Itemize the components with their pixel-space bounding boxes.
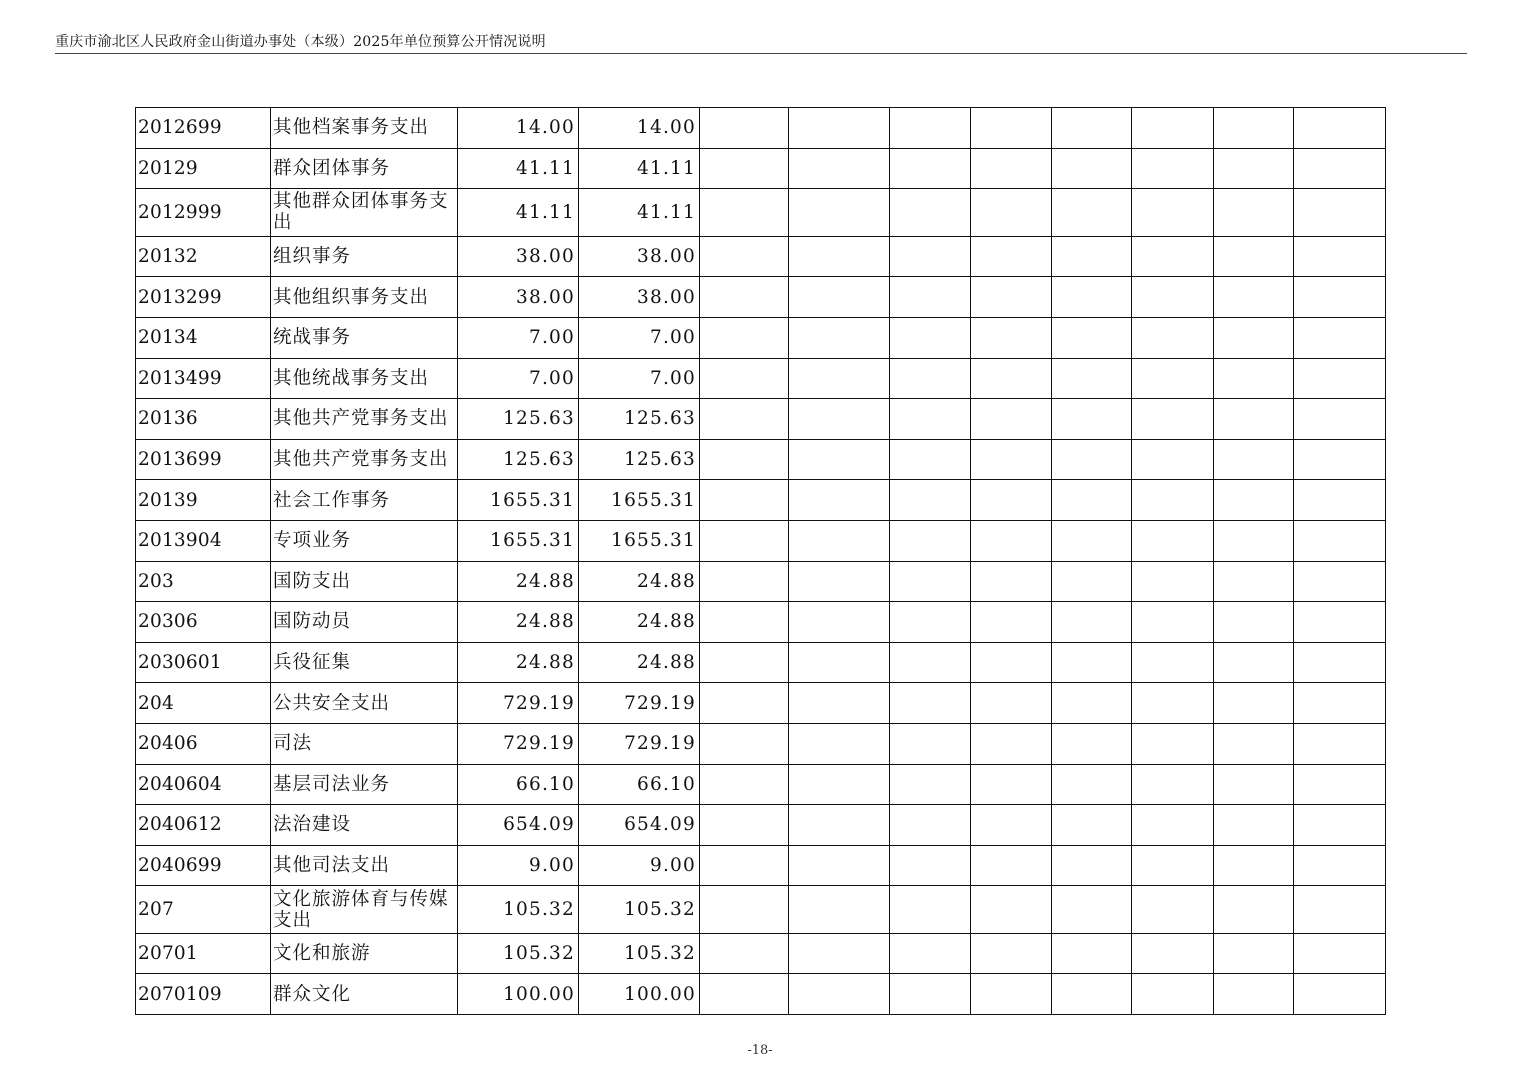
cell-empty	[789, 480, 890, 521]
cell-basic-amount: 125.63	[579, 399, 700, 440]
cell-empty	[1214, 642, 1294, 683]
cell-empty	[1052, 933, 1132, 974]
table-row	[136, 933, 1386, 974]
cell-empty	[1214, 108, 1294, 149]
cell-empty	[700, 933, 789, 974]
cell-empty	[1214, 764, 1294, 805]
cell-subject-code: 2013299	[136, 277, 271, 318]
table-row	[136, 805, 1386, 846]
cell-empty	[700, 236, 789, 277]
cell-basic-amount: 100.00	[579, 974, 700, 1015]
cell-empty	[890, 642, 971, 683]
cell-subject-code: 20136	[136, 399, 271, 440]
cell-subject-name: 其他共产党事务支出	[271, 399, 458, 440]
cell-empty	[1294, 317, 1386, 358]
cell-subject-code: 2040699	[136, 845, 271, 886]
cell-empty	[700, 642, 789, 683]
cell-empty	[700, 561, 789, 602]
cell-empty	[1132, 358, 1214, 399]
cell-subject-code: 2012699	[136, 108, 271, 149]
cell-empty	[971, 358, 1052, 399]
cell-basic-amount: 1655.31	[579, 480, 700, 521]
cell-empty	[890, 561, 971, 602]
cell-empty	[789, 974, 890, 1015]
cell-subject-code: 20701	[136, 933, 271, 974]
cell-empty	[1132, 148, 1214, 189]
cell-empty	[700, 358, 789, 399]
cell-subject-code: 2030601	[136, 642, 271, 683]
cell-empty	[700, 520, 789, 561]
header-divider	[55, 53, 1467, 54]
table-row	[136, 358, 1386, 399]
cell-empty	[789, 277, 890, 318]
cell-subject-code: 20306	[136, 602, 271, 643]
cell-empty	[1214, 148, 1294, 189]
table-row	[136, 520, 1386, 561]
cell-empty	[789, 148, 890, 189]
cell-empty	[1052, 561, 1132, 602]
cell-subject-name: 其他司法支出	[271, 845, 458, 886]
cell-empty	[971, 805, 1052, 846]
cell-empty	[971, 561, 1052, 602]
cell-empty	[1294, 933, 1386, 974]
table-row	[136, 439, 1386, 480]
cell-subject-name: 文化旅游体育与传媒支出	[271, 886, 458, 934]
cell-empty	[789, 399, 890, 440]
cell-empty	[890, 189, 971, 237]
cell-empty	[971, 764, 1052, 805]
cell-empty	[1132, 317, 1214, 358]
cell-empty	[971, 683, 1052, 724]
cell-empty	[890, 317, 971, 358]
cell-subject-code: 20134	[136, 317, 271, 358]
cell-empty	[1132, 277, 1214, 318]
cell-empty	[1052, 236, 1132, 277]
cell-total-amount: 41.11	[458, 148, 579, 189]
cell-empty	[1132, 933, 1214, 974]
cell-basic-amount: 24.88	[579, 642, 700, 683]
cell-empty	[700, 764, 789, 805]
cell-total-amount: 24.88	[458, 642, 579, 683]
cell-empty	[1052, 439, 1132, 480]
table-row	[136, 642, 1386, 683]
cell-subject-code: 20129	[136, 148, 271, 189]
table-row	[136, 723, 1386, 764]
cell-empty	[1052, 189, 1132, 237]
cell-empty	[1214, 399, 1294, 440]
cell-empty	[1294, 683, 1386, 724]
cell-subject-name: 社会工作事务	[271, 480, 458, 521]
cell-empty	[700, 148, 789, 189]
cell-total-amount: 125.63	[458, 399, 579, 440]
cell-empty	[789, 236, 890, 277]
cell-empty	[700, 108, 789, 149]
cell-subject-name: 其他群众团体事务支出	[271, 189, 458, 237]
cell-empty	[700, 480, 789, 521]
cell-total-amount: 105.32	[458, 933, 579, 974]
budget-table	[135, 107, 1386, 1015]
cell-empty	[1132, 520, 1214, 561]
cell-basic-amount: 24.88	[579, 561, 700, 602]
cell-empty	[1294, 974, 1386, 1015]
cell-empty	[1214, 520, 1294, 561]
cell-subject-name: 司法	[271, 723, 458, 764]
cell-subject-code: 2040604	[136, 764, 271, 805]
cell-empty	[1132, 439, 1214, 480]
cell-empty	[789, 845, 890, 886]
cell-subject-name: 统战事务	[271, 317, 458, 358]
cell-empty	[1294, 561, 1386, 602]
cell-empty	[890, 845, 971, 886]
table-row	[136, 148, 1386, 189]
cell-subject-code: 2013499	[136, 358, 271, 399]
cell-empty	[971, 439, 1052, 480]
cell-subject-code: 2013904	[136, 520, 271, 561]
cell-empty	[1214, 683, 1294, 724]
cell-total-amount: 9.00	[458, 845, 579, 886]
cell-empty	[700, 886, 789, 934]
cell-empty	[1214, 480, 1294, 521]
cell-empty	[1132, 764, 1214, 805]
cell-subject-name: 其他共产党事务支出	[271, 439, 458, 480]
cell-subject-code: 20406	[136, 723, 271, 764]
cell-empty	[789, 933, 890, 974]
cell-basic-amount: 9.00	[579, 845, 700, 886]
cell-subject-name: 组织事务	[271, 236, 458, 277]
cell-empty	[971, 236, 1052, 277]
cell-subject-code: 20132	[136, 236, 271, 277]
cell-empty	[1214, 236, 1294, 277]
cell-empty	[700, 602, 789, 643]
cell-empty	[1294, 399, 1386, 440]
cell-empty	[1294, 277, 1386, 318]
cell-empty	[971, 933, 1052, 974]
cell-total-amount: 105.32	[458, 886, 579, 934]
table-row	[136, 108, 1386, 149]
cell-empty	[890, 602, 971, 643]
cell-empty	[971, 845, 1052, 886]
cell-empty	[1294, 236, 1386, 277]
budget-table-container	[135, 107, 1386, 1015]
cell-empty	[1132, 723, 1214, 764]
cell-subject-name: 其他档案事务支出	[271, 108, 458, 149]
cell-subject-name: 兵役征集	[271, 642, 458, 683]
cell-empty	[700, 805, 789, 846]
cell-basic-amount: 7.00	[579, 317, 700, 358]
cell-empty	[890, 933, 971, 974]
cell-total-amount: 7.00	[458, 317, 579, 358]
cell-empty	[890, 480, 971, 521]
cell-empty	[1132, 642, 1214, 683]
cell-empty	[1132, 886, 1214, 934]
cell-basic-amount: 38.00	[579, 236, 700, 277]
cell-empty	[1294, 189, 1386, 237]
cell-total-amount: 125.63	[458, 439, 579, 480]
cell-subject-name: 群众团体事务	[271, 148, 458, 189]
cell-empty	[1052, 277, 1132, 318]
page-number: -18-	[747, 1043, 773, 1058]
cell-empty	[789, 642, 890, 683]
cell-empty	[971, 148, 1052, 189]
cell-empty	[789, 439, 890, 480]
cell-subject-name: 其他组织事务支出	[271, 277, 458, 318]
cell-empty	[1132, 236, 1214, 277]
table-row	[136, 845, 1386, 886]
cell-empty	[1214, 317, 1294, 358]
cell-empty	[890, 520, 971, 561]
cell-empty	[1132, 805, 1214, 846]
cell-empty	[890, 108, 971, 149]
table-row	[136, 683, 1386, 724]
cell-total-amount: 729.19	[458, 723, 579, 764]
cell-empty	[1214, 358, 1294, 399]
cell-empty	[890, 805, 971, 846]
table-row	[136, 974, 1386, 1015]
cell-empty	[971, 974, 1052, 1015]
cell-subject-name: 基层司法业务	[271, 764, 458, 805]
cell-empty	[1052, 602, 1132, 643]
cell-empty	[789, 683, 890, 724]
cell-empty	[890, 683, 971, 724]
cell-empty	[789, 886, 890, 934]
table-body	[136, 108, 1386, 1015]
cell-subject-name: 群众文化	[271, 974, 458, 1015]
cell-total-amount: 66.10	[458, 764, 579, 805]
cell-subject-name: 其他统战事务支出	[271, 358, 458, 399]
cell-empty	[890, 886, 971, 934]
cell-empty	[1214, 845, 1294, 886]
cell-empty	[700, 845, 789, 886]
cell-total-amount: 1655.31	[458, 520, 579, 561]
cell-empty	[1294, 520, 1386, 561]
cell-empty	[1214, 189, 1294, 237]
cell-empty	[1052, 723, 1132, 764]
cell-total-amount: 38.00	[458, 277, 579, 318]
cell-empty	[789, 561, 890, 602]
cell-empty	[1294, 764, 1386, 805]
table-row	[136, 886, 1386, 934]
table-row	[136, 561, 1386, 602]
cell-empty	[789, 317, 890, 358]
cell-total-amount: 24.88	[458, 602, 579, 643]
cell-empty	[1214, 602, 1294, 643]
cell-empty	[1052, 764, 1132, 805]
cell-empty	[1214, 886, 1294, 934]
cell-empty	[971, 642, 1052, 683]
cell-subject-code: 207	[136, 886, 271, 934]
cell-basic-amount: 729.19	[579, 683, 700, 724]
cell-empty	[1132, 189, 1214, 237]
cell-empty	[971, 277, 1052, 318]
cell-empty	[1052, 358, 1132, 399]
cell-empty	[890, 399, 971, 440]
cell-empty	[1132, 399, 1214, 440]
cell-empty	[789, 108, 890, 149]
cell-empty	[1294, 602, 1386, 643]
cell-empty	[1052, 317, 1132, 358]
cell-empty	[971, 189, 1052, 237]
cell-empty	[1214, 561, 1294, 602]
cell-empty	[1052, 683, 1132, 724]
cell-empty	[700, 317, 789, 358]
cell-total-amount: 41.11	[458, 189, 579, 237]
cell-subject-name: 国防支出	[271, 561, 458, 602]
cell-empty	[1294, 358, 1386, 399]
cell-subject-code: 2070109	[136, 974, 271, 1015]
cell-subject-name: 法治建设	[271, 805, 458, 846]
cell-empty	[1132, 480, 1214, 521]
cell-subject-code: 20139	[136, 480, 271, 521]
cell-empty	[1214, 805, 1294, 846]
cell-total-amount: 7.00	[458, 358, 579, 399]
cell-basic-amount: 66.10	[579, 764, 700, 805]
cell-basic-amount: 654.09	[579, 805, 700, 846]
cell-basic-amount: 105.32	[579, 933, 700, 974]
cell-empty	[1294, 480, 1386, 521]
table-row	[136, 399, 1386, 440]
cell-empty	[1052, 805, 1132, 846]
cell-empty	[890, 723, 971, 764]
cell-empty	[1052, 886, 1132, 934]
cell-empty	[789, 520, 890, 561]
cell-basic-amount: 7.00	[579, 358, 700, 399]
cell-empty	[1052, 148, 1132, 189]
table-row	[136, 480, 1386, 521]
cell-empty	[789, 723, 890, 764]
cell-empty	[890, 358, 971, 399]
cell-empty	[971, 886, 1052, 934]
table-row	[136, 602, 1386, 643]
cell-empty	[1132, 974, 1214, 1015]
cell-empty	[700, 277, 789, 318]
cell-empty	[1132, 561, 1214, 602]
cell-empty	[1052, 642, 1132, 683]
cell-total-amount: 24.88	[458, 561, 579, 602]
cell-empty	[1214, 277, 1294, 318]
cell-basic-amount: 41.11	[579, 189, 700, 237]
cell-empty	[700, 439, 789, 480]
cell-basic-amount: 1655.31	[579, 520, 700, 561]
cell-total-amount: 38.00	[458, 236, 579, 277]
cell-empty	[1052, 845, 1132, 886]
cell-empty	[700, 723, 789, 764]
cell-basic-amount: 105.32	[579, 886, 700, 934]
cell-subject-name: 国防动员	[271, 602, 458, 643]
cell-empty	[1052, 974, 1132, 1015]
cell-empty	[1294, 642, 1386, 683]
cell-subject-code: 203	[136, 561, 271, 602]
cell-empty	[1294, 148, 1386, 189]
cell-subject-code: 2013699	[136, 439, 271, 480]
cell-basic-amount: 125.63	[579, 439, 700, 480]
cell-empty	[971, 723, 1052, 764]
cell-empty	[890, 277, 971, 318]
table-row	[136, 277, 1386, 318]
cell-empty	[890, 439, 971, 480]
cell-empty	[971, 480, 1052, 521]
cell-empty	[1294, 108, 1386, 149]
cell-empty	[1294, 723, 1386, 764]
cell-empty	[1214, 723, 1294, 764]
cell-basic-amount: 729.19	[579, 723, 700, 764]
cell-empty	[1214, 933, 1294, 974]
cell-total-amount: 729.19	[458, 683, 579, 724]
cell-subject-name: 公共安全支出	[271, 683, 458, 724]
cell-empty	[1052, 108, 1132, 149]
cell-empty	[971, 399, 1052, 440]
table-row	[136, 764, 1386, 805]
cell-empty	[971, 520, 1052, 561]
cell-empty	[890, 764, 971, 805]
cell-subject-code: 2012999	[136, 189, 271, 237]
table-row	[136, 317, 1386, 358]
cell-empty	[1132, 683, 1214, 724]
cell-basic-amount: 38.00	[579, 277, 700, 318]
cell-empty	[971, 108, 1052, 149]
cell-subject-code: 204	[136, 683, 271, 724]
cell-empty	[1294, 886, 1386, 934]
cell-empty	[1052, 399, 1132, 440]
cell-empty	[1052, 480, 1132, 521]
cell-empty	[789, 358, 890, 399]
cell-basic-amount: 24.88	[579, 602, 700, 643]
cell-empty	[700, 974, 789, 1015]
cell-empty	[1132, 602, 1214, 643]
cell-empty	[1132, 845, 1214, 886]
cell-subject-name: 文化和旅游	[271, 933, 458, 974]
cell-empty	[971, 317, 1052, 358]
cell-empty	[1294, 845, 1386, 886]
table-row	[136, 189, 1386, 237]
page-header-title: 重庆市渝北区人民政府金山街道办事处（本级）2025年单位预算公开情况说明	[55, 34, 546, 50]
cell-empty	[1132, 108, 1214, 149]
cell-basic-amount: 14.00	[579, 108, 700, 149]
cell-total-amount: 100.00	[458, 974, 579, 1015]
table-row	[136, 236, 1386, 277]
cell-empty	[789, 764, 890, 805]
cell-empty	[1214, 439, 1294, 480]
cell-empty	[890, 974, 971, 1015]
cell-empty	[971, 602, 1052, 643]
cell-empty	[700, 683, 789, 724]
cell-empty	[789, 805, 890, 846]
cell-subject-code: 2040612	[136, 805, 271, 846]
cell-empty	[700, 189, 789, 237]
cell-empty	[890, 148, 971, 189]
cell-empty	[1214, 974, 1294, 1015]
cell-subject-name: 专项业务	[271, 520, 458, 561]
cell-total-amount: 14.00	[458, 108, 579, 149]
cell-empty	[1294, 805, 1386, 846]
cell-basic-amount: 41.11	[579, 148, 700, 189]
cell-total-amount: 1655.31	[458, 480, 579, 521]
cell-empty	[890, 236, 971, 277]
cell-empty	[1294, 439, 1386, 480]
cell-empty	[789, 189, 890, 237]
cell-total-amount: 654.09	[458, 805, 579, 846]
cell-empty	[1052, 520, 1132, 561]
cell-empty	[700, 399, 789, 440]
cell-empty	[789, 602, 890, 643]
